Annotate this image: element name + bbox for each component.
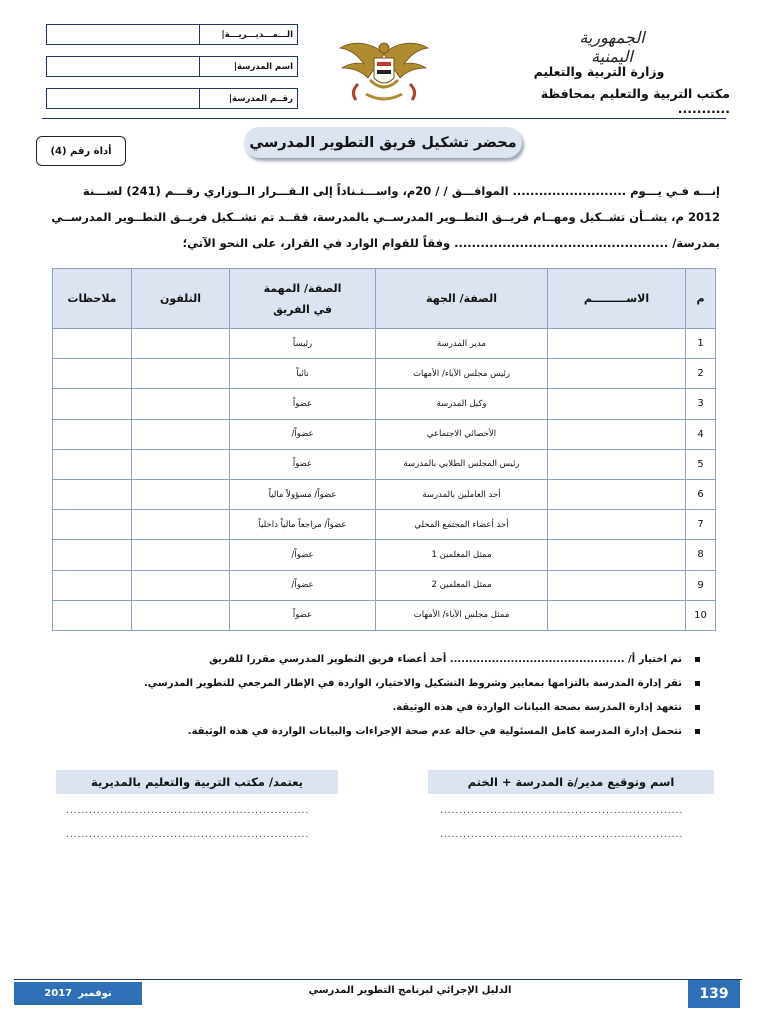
row-phone[interactable]: [132, 389, 230, 419]
header-divider: [42, 118, 726, 119]
row-name[interactable]: [548, 359, 686, 389]
team-table: [52, 268, 716, 631]
row-role: ممثل المعلمين 2: [376, 570, 548, 600]
row-team-role: نائباً: [230, 359, 376, 389]
row-name[interactable]: [548, 329, 686, 359]
row-notes[interactable]: [53, 570, 132, 600]
directorate-value[interactable]: [47, 25, 199, 44]
list-item: [90, 650, 702, 674]
table-row: [53, 540, 716, 570]
table-row: [53, 389, 716, 419]
row-notes[interactable]: [53, 419, 132, 449]
row-role: أحد العاملين بالمدرسة: [376, 479, 548, 509]
row-num: 2: [686, 359, 716, 389]
footer-title: الدليل الإجرائي لبرنامج التطوير المدرسي: [308, 985, 512, 996]
school-name-label: اسم المدرسة|: [199, 57, 297, 76]
row-phone[interactable]: [132, 419, 230, 449]
tool-number-badge: أداة رقم (4): [36, 136, 126, 166]
row-num: 9: [686, 570, 716, 600]
table-row: [53, 329, 716, 359]
row-num: 3: [686, 389, 716, 419]
row-notes[interactable]: [53, 540, 132, 570]
row-role: رئيس المجلس الطلابي بالمدرسة: [376, 449, 548, 479]
col-header-team-role-line1: الصفة/ المهمة: [263, 281, 342, 295]
square-bullet-icon: [695, 729, 700, 734]
row-phone[interactable]: [132, 479, 230, 509]
row-num: 8: [686, 540, 716, 570]
office-approval-line-1[interactable]: ...............................................................: [66, 806, 310, 816]
row-phone[interactable]: [132, 329, 230, 359]
row-notes[interactable]: [53, 389, 132, 419]
row-phone[interactable]: [132, 570, 230, 600]
row-name[interactable]: [548, 449, 686, 479]
col-header-notes: ملاحظات: [53, 269, 132, 329]
row-team-role: عضواً: [230, 389, 376, 419]
footer-divider: [14, 979, 742, 980]
col-header-team-role: [230, 269, 376, 329]
intro-line-1: إنـــه فـي يـــوم .......................... الموافـــق / / 20م، واســـتـناداً إلى الـقـــرار الــوزاري رقـــم (241) لســـنة: [82, 184, 720, 198]
list-item: [90, 674, 702, 698]
row-role: وكيل المدرسة: [376, 389, 548, 419]
row-team-role: عضواً/: [230, 570, 376, 600]
row-role: الأخصائي الاجتماعي: [376, 419, 548, 449]
table-header-row: [53, 269, 716, 329]
row-name[interactable]: [548, 510, 686, 540]
row-name[interactable]: [548, 479, 686, 509]
table-row: [53, 359, 716, 389]
col-header-phone: التلفون: [132, 269, 230, 329]
declarations-list: [90, 650, 702, 746]
school-name-value[interactable]: [47, 57, 199, 76]
row-team-role: عضواً/ مراجعاً مالياً داخلياً: [230, 510, 376, 540]
col-header-num: م: [686, 269, 716, 329]
row-num: 5: [686, 449, 716, 479]
directorate-label: الـــمـــديـــريـــة|: [199, 25, 297, 44]
yemen-eagle-emblem-icon: [336, 34, 432, 108]
row-role: ممثل مجلس الآباء/ الأمهات: [376, 600, 548, 630]
row-name[interactable]: [548, 540, 686, 570]
row-notes[interactable]: [53, 479, 132, 509]
row-name[interactable]: [548, 570, 686, 600]
office-approval-line-2[interactable]: ...............................................................: [66, 830, 310, 840]
row-team-role: عضواً/: [230, 419, 376, 449]
row-num: 4: [686, 419, 716, 449]
office-approval-heading: يعتمد/ مكتب التربية والتعليم بالمديرية: [56, 770, 338, 794]
square-bullet-icon: [695, 657, 700, 662]
table-row: [53, 449, 716, 479]
table-row: [53, 510, 716, 540]
row-phone[interactable]: [132, 510, 230, 540]
list-item-text: تم اختيار أ/ .............................................. أحد أعضاء فريق التطوير المدرسي مقررا للفريق: [209, 654, 682, 665]
row-team-role: عضواً: [230, 449, 376, 479]
footer-year: 2017: [44, 988, 73, 999]
school-number-field[interactable]: [46, 88, 298, 109]
intro-line-3: بمدرسة/ ................................................. وفقاً للقوام الوارد في القرار، على النحو الآتي؛: [182, 236, 720, 250]
list-item-text: تتحمل إدارة المدرسة كامل المسئولية في حالة عدم صحة الإجراءات والبيانات الواردة في هذه الوثيقة.: [187, 726, 682, 737]
republic-calligraphy: الجمهورية اليمنية: [579, 28, 645, 66]
school-signature-line-2[interactable]: ...............................................................: [440, 830, 684, 840]
page-number: 139: [688, 980, 740, 1008]
school-name-field[interactable]: [46, 56, 298, 77]
square-bullet-icon: [695, 705, 700, 710]
footer-month: نوفمبر: [78, 988, 112, 999]
row-num: 1: [686, 329, 716, 359]
row-name[interactable]: [548, 419, 686, 449]
intro-line-2: 2012 م، بشــأن تشــكيل ومهــام فريــق التطــوير المدرســي بالمدرسة، فقــد تم تشــكيل فريــق التطــوير المدرســي: [51, 210, 720, 224]
row-num: 10: [686, 600, 716, 630]
list-item-text: تتعهد إدارة المدرسة بصحة البيانات الواردة في هذه الوثيقة.: [392, 702, 682, 713]
office-name: مكتب التربية والتعليم بمحافظة ...........: [540, 86, 730, 116]
row-role: ممثل المعلمين 1: [376, 540, 548, 570]
col-header-team-role-line2: في الفريق: [273, 302, 332, 316]
table-row: [53, 479, 716, 509]
col-header-name: الاســـــــــم: [548, 269, 686, 329]
list-item: [90, 698, 702, 722]
school-number-label: رقــم المدرسة|: [199, 89, 297, 108]
square-bullet-icon: [695, 681, 700, 686]
footer-date: [14, 982, 142, 1005]
school-signature-line-1[interactable]: ...............................................................: [440, 806, 684, 816]
row-phone[interactable]: [132, 449, 230, 479]
row-notes[interactable]: [53, 329, 132, 359]
directorate-field[interactable]: [46, 24, 298, 45]
row-notes[interactable]: [53, 359, 132, 389]
row-name[interactable]: [548, 389, 686, 419]
row-phone[interactable]: [132, 359, 230, 389]
form-title: محضر تشكيل فريق التطوير المدرسي: [244, 127, 522, 158]
list-item-text: تقر إدارة المدرسة بالتزامها بمعايير وشروط التشكيل والاختيار، الواردة في الإطار المرجعي للتطوير المدرسي.: [143, 678, 682, 689]
row-team-role: عضواً/: [230, 540, 376, 570]
row-team-role: عضواً/ مسؤولاً مالياً: [230, 479, 376, 509]
list-item: [90, 722, 702, 746]
row-role: رئيس مجلس الآباء/ الأمهات: [376, 359, 548, 389]
row-num: 7: [686, 510, 716, 540]
table-row: [53, 600, 716, 630]
school-number-value[interactable]: [47, 89, 199, 108]
row-phone[interactable]: [132, 540, 230, 570]
row-notes[interactable]: [53, 510, 132, 540]
col-header-role: الصفة/ الجهة: [376, 269, 548, 329]
row-team-role: عضواً: [230, 600, 376, 630]
row-team-role: رئيساً: [230, 329, 376, 359]
ministry-name: وزارة التربية والتعليم: [533, 64, 665, 79]
row-role: مدير المدرسة: [376, 329, 548, 359]
row-num: 6: [686, 479, 716, 509]
row-notes[interactable]: [53, 449, 132, 479]
row-notes[interactable]: [53, 600, 132, 630]
school-signature-heading: اسم وتوقيع مدير/ة المدرسة + الختم: [428, 770, 714, 794]
table-row: [53, 419, 716, 449]
row-phone[interactable]: [132, 600, 230, 630]
table-row: [53, 570, 716, 600]
row-name[interactable]: [548, 600, 686, 630]
row-role: أحد أعضاء المجتمع المحلي: [376, 510, 548, 540]
